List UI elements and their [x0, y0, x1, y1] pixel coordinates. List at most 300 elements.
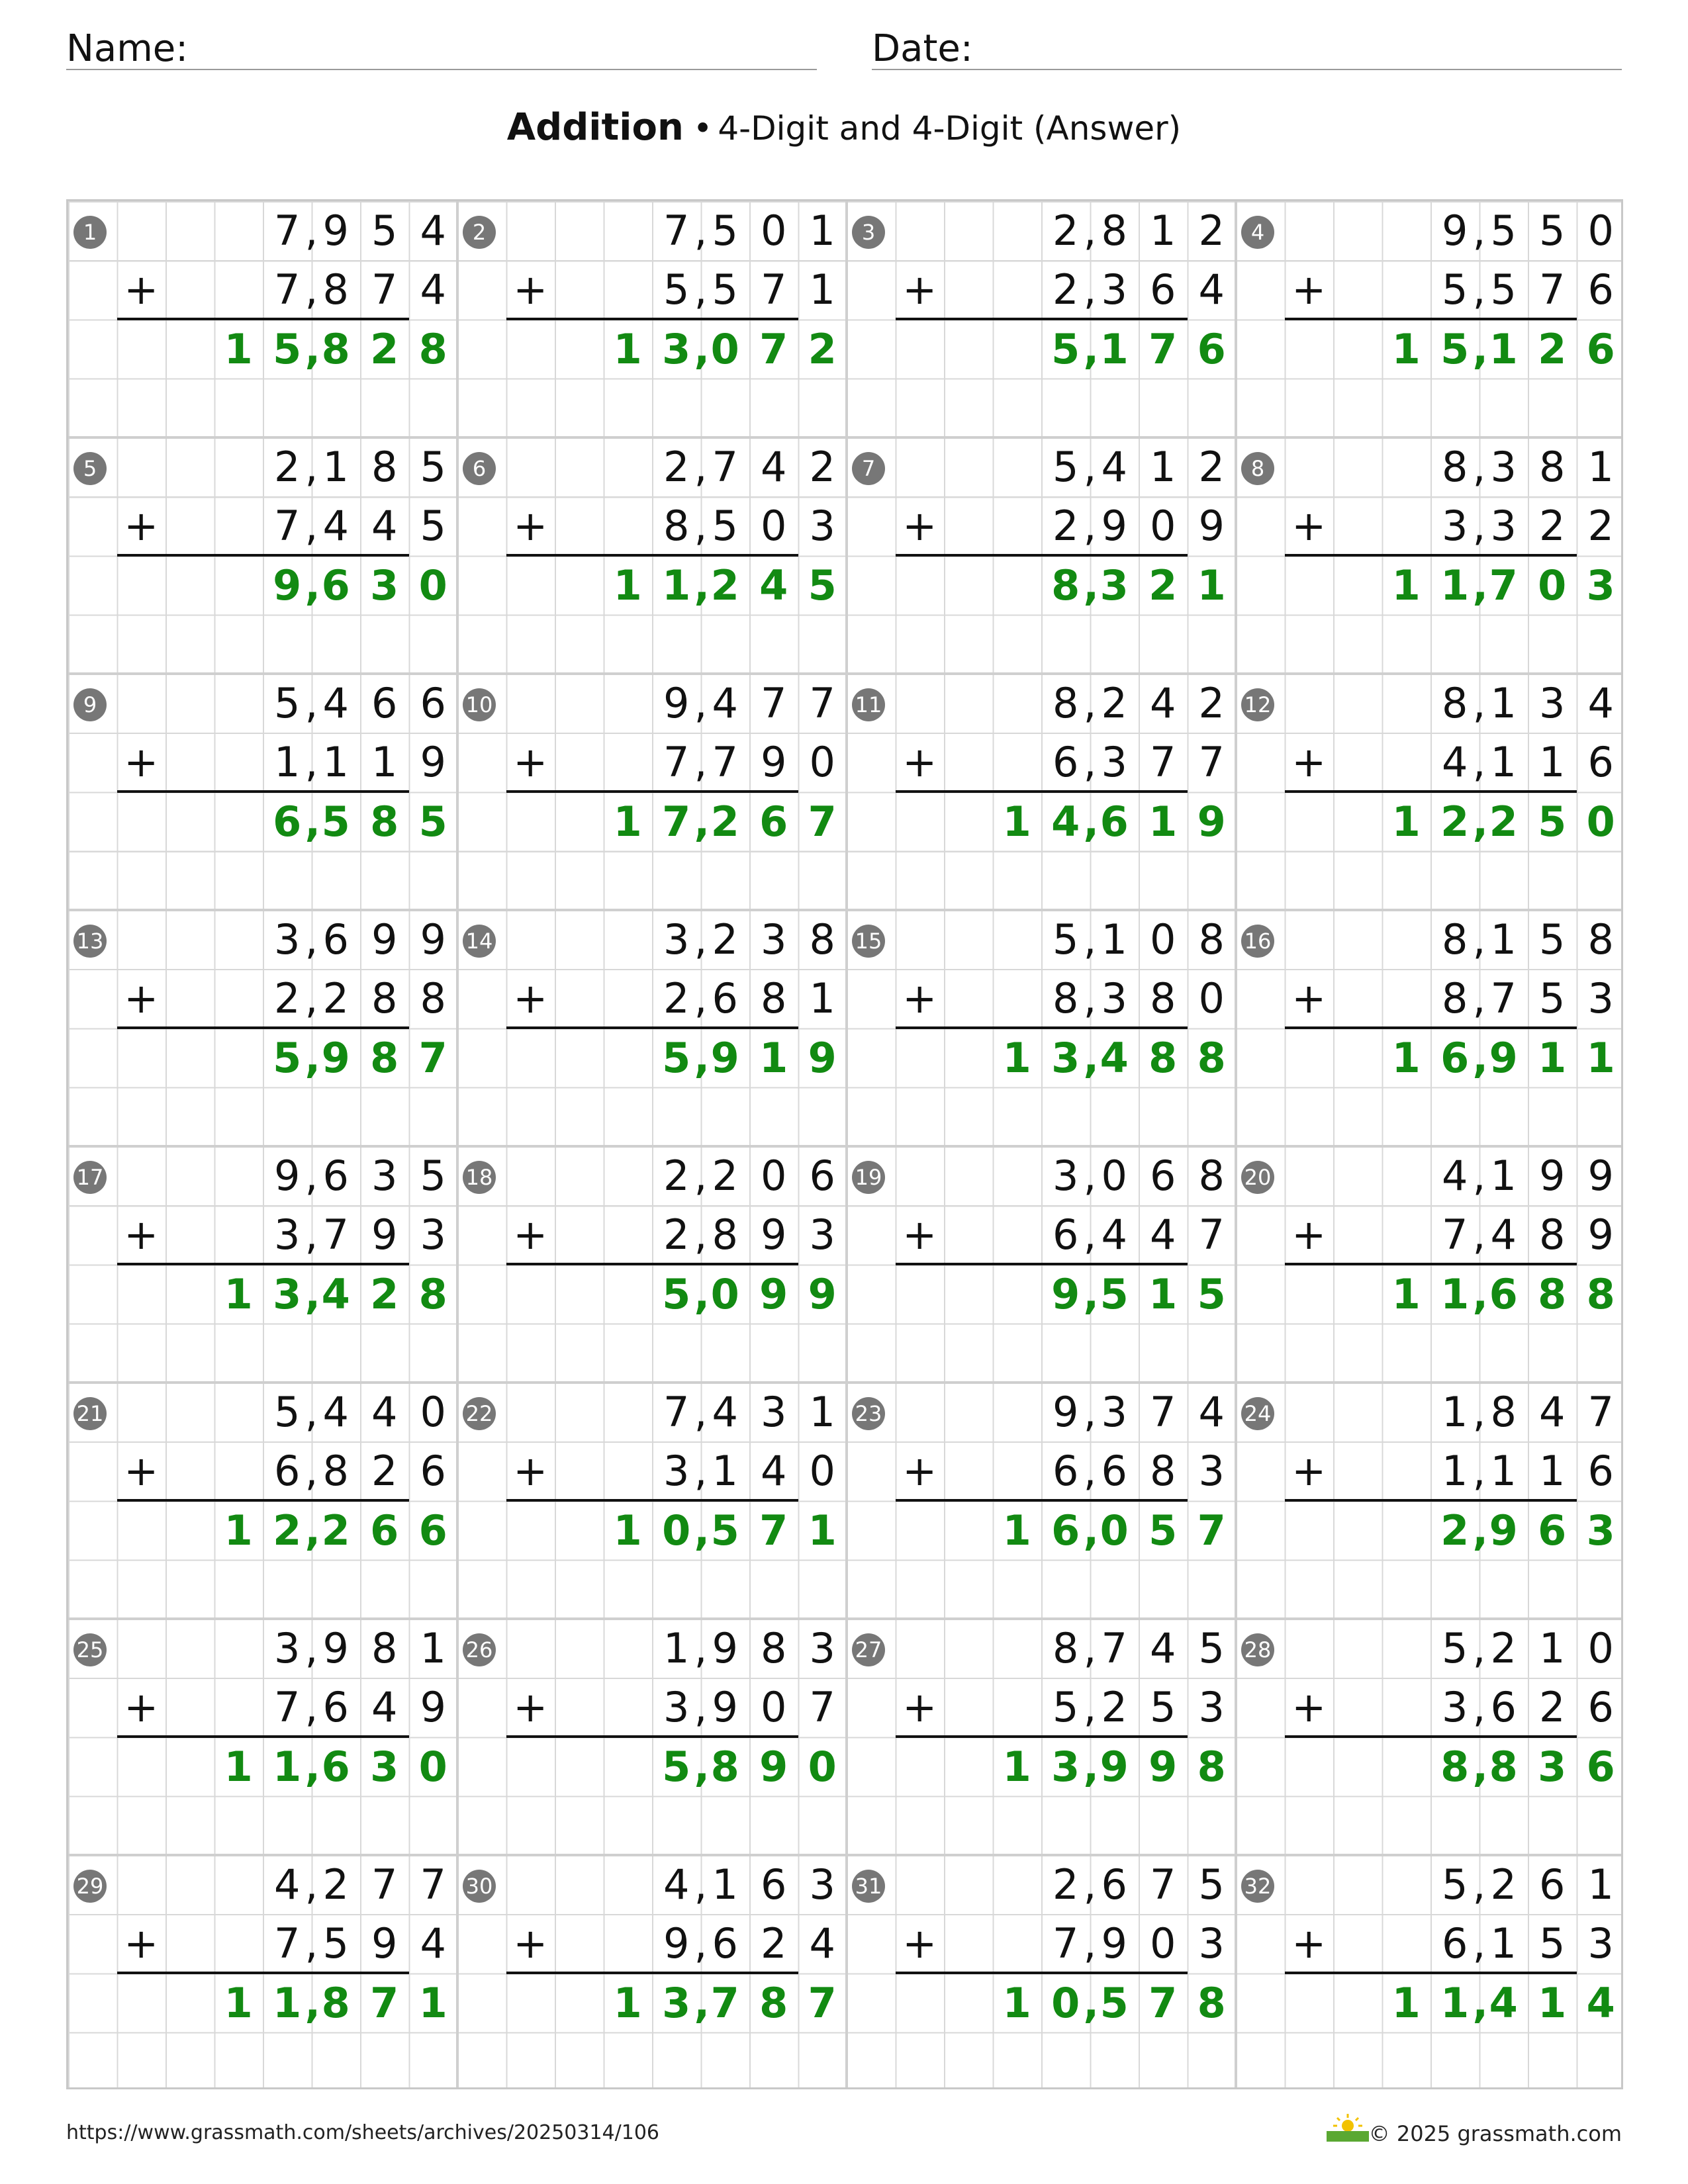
addition-problem	[457, 1383, 847, 1619]
title-main: Addition	[506, 106, 684, 149]
operand-digit: 6	[420, 679, 446, 727]
thousands-comma: ,	[305, 443, 318, 491]
operand-digit: 7	[1539, 265, 1566, 314]
operand-digit: 7	[663, 738, 690, 787]
operand-digit: 3	[663, 915, 690, 964]
thousands-comma: ,	[1083, 206, 1097, 255]
operand-digit: 8	[1198, 1152, 1225, 1200]
answer-digit: 8	[1197, 1033, 1226, 1082]
answer-digit: 7	[808, 797, 837, 846]
answer-digit: 2	[1440, 1506, 1470, 1555]
operand-digit: 7	[1490, 974, 1517, 1023]
title-bullet: •	[692, 109, 713, 148]
operand-digit: 5	[420, 1152, 446, 1200]
thousands-comma: ,	[694, 324, 710, 373]
problem-number-badge: 30	[463, 1870, 496, 1903]
thousands-comma: ,	[305, 679, 318, 727]
operand-digit: 0	[1150, 915, 1176, 964]
operand-digit: 8	[1053, 974, 1079, 1023]
thousands-comma: ,	[694, 1742, 710, 1791]
answer-digit: 0	[418, 561, 447, 610]
operand-digit: 2	[712, 915, 738, 964]
answer-digit: 0	[808, 1742, 837, 1791]
answer-digit: 8	[1051, 561, 1080, 610]
operand-digit: 7	[371, 1860, 398, 1909]
operand-digit: 4	[1490, 1210, 1517, 1259]
operand-digit: 7	[420, 1860, 446, 1909]
operand-digit: 2	[761, 1919, 787, 1968]
operand-digit: 8	[1539, 1210, 1566, 1259]
answer-digit: 1	[613, 324, 642, 373]
answer-digit: 9	[1489, 1033, 1518, 1082]
plus-sign: +	[1291, 1447, 1327, 1496]
plus-sign: +	[513, 502, 548, 551]
operand-digit: 4	[1539, 1388, 1566, 1436]
answer-digit: 3	[1538, 1742, 1567, 1791]
operand-digit: 2	[1198, 443, 1225, 491]
operand-digit: 1	[1490, 1152, 1517, 1200]
operand-digit: 3	[274, 915, 301, 964]
operand-digit: 5	[1198, 1624, 1225, 1672]
operand-digit: 2	[1587, 502, 1614, 551]
thousands-comma: ,	[1472, 1152, 1486, 1200]
answer-digit: 6	[1100, 797, 1129, 846]
operand-digit: 2	[1053, 265, 1079, 314]
answer-digit: 8	[759, 1978, 788, 2027]
operand-digit: 4	[371, 502, 398, 551]
thousands-comma: ,	[1083, 1269, 1100, 1318]
answer-digit: 2	[370, 324, 399, 373]
thousands-comma: ,	[1472, 206, 1486, 255]
problem-number-badge: 15	[852, 925, 885, 958]
plus-sign: +	[902, 1919, 937, 1968]
operand-digit: 9	[712, 1624, 738, 1672]
addition-problem	[457, 201, 847, 437]
problem-number-badge: 20	[1241, 1161, 1274, 1194]
operand-digit: 2	[322, 974, 349, 1023]
operand-digit: 5	[1442, 1860, 1468, 1909]
answer-digit: 3	[662, 324, 691, 373]
operand-digit: 5	[712, 206, 738, 255]
answer-digit: 3	[1051, 1033, 1080, 1082]
operand-digit: 4	[1150, 1210, 1176, 1259]
operand-digit: 4	[322, 502, 349, 551]
thousands-comma: ,	[305, 1506, 321, 1555]
operand-digit: 7	[809, 679, 835, 727]
operand-digit: 1	[809, 974, 835, 1023]
answer-digit: 1	[662, 561, 691, 610]
operand-digit: 6	[1587, 1683, 1614, 1732]
thousands-comma: ,	[1472, 915, 1486, 964]
operand-digit: 6	[1587, 738, 1614, 787]
answer-digit: 5	[1051, 324, 1080, 373]
operand-digit: 7	[274, 265, 301, 314]
operand-digit: 6	[761, 1860, 787, 1909]
addition-problem	[68, 1383, 457, 1619]
problem-number-badge: 32	[1241, 1870, 1274, 1903]
thousands-comma: ,	[694, 206, 708, 255]
answer-digit: 1	[418, 1978, 447, 2027]
answer-digit: 8	[321, 324, 350, 373]
operand-digit: 9	[322, 1624, 349, 1672]
thousands-comma: ,	[305, 206, 318, 255]
problem-number-badge: 18	[463, 1161, 496, 1194]
operand-digit: 1	[1539, 1624, 1566, 1672]
thousands-comma: ,	[1083, 1624, 1097, 1672]
operand-digit: 6	[1442, 1919, 1468, 1968]
addition-problem	[68, 1146, 457, 1383]
addition-problem	[457, 910, 847, 1146]
operand-digit: 7	[274, 502, 301, 551]
answer-digit: 1	[224, 1269, 253, 1318]
thousands-comma: ,	[1083, 1152, 1097, 1200]
operand-digit: 9	[322, 206, 349, 255]
answer-digit: 1	[1002, 1742, 1031, 1791]
answer-digit: 1	[1440, 1269, 1470, 1318]
operand-digit: 9	[663, 679, 690, 727]
thousands-comma: ,	[694, 443, 708, 491]
operand-digit: 3	[274, 1624, 301, 1672]
problem-number-badge: 12	[1241, 688, 1274, 721]
operand-digit: 8	[371, 1624, 398, 1672]
operand-digit: 4	[761, 1447, 787, 1496]
operand-digit: 8	[371, 443, 398, 491]
thousands-comma: ,	[1472, 1860, 1486, 1909]
thousands-comma: ,	[1472, 265, 1486, 314]
answer-digit: 4	[1100, 1033, 1129, 1082]
operand-digit: 1	[712, 1860, 738, 1909]
operand-digit: 6	[420, 1447, 446, 1496]
answer-digit: 0	[1586, 797, 1615, 846]
operand-digit: 1	[809, 1388, 835, 1436]
answer-digit: 2	[273, 1506, 302, 1555]
operand-digit: 6	[371, 679, 398, 727]
thousands-comma: ,	[1083, 502, 1097, 551]
thousands-comma: ,	[1472, 1919, 1486, 1968]
plus-sign: +	[902, 265, 937, 314]
plus-sign: +	[1291, 1210, 1327, 1259]
operand-digit: 8	[371, 974, 398, 1023]
addition-problem	[457, 1855, 847, 2091]
operand-digit: 6	[1101, 1860, 1127, 1909]
answer-digit: 1	[1391, 324, 1421, 373]
thousands-comma: ,	[1472, 1683, 1486, 1732]
operand-digit: 0	[809, 738, 835, 787]
thousands-comma: ,	[305, 561, 321, 610]
operand-digit: 8	[420, 974, 446, 1023]
operand-digit: 1	[1150, 443, 1176, 491]
operand-digit: 3	[761, 915, 787, 964]
operand-digit: 8	[1053, 679, 1079, 727]
date-field[interactable]	[872, 23, 1622, 70]
operand-digit: 5	[274, 679, 301, 727]
answer-digit: 5	[1100, 1269, 1129, 1318]
thousands-comma: ,	[305, 1210, 318, 1259]
thousands-comma: ,	[694, 1860, 708, 1909]
operand-digit: 1	[1539, 738, 1566, 787]
answer-digit: 5	[321, 797, 350, 846]
answer-digit: 1	[613, 561, 642, 610]
operand-digit: 9	[274, 1152, 301, 1200]
operand-digit: 6	[322, 1152, 349, 1200]
operand-digit: 1	[1150, 206, 1176, 255]
thousands-comma: ,	[1083, 974, 1097, 1023]
answer-digit: 8	[1586, 1269, 1615, 1318]
operand-digit: 3	[809, 1210, 835, 1259]
thousands-comma: ,	[694, 1269, 710, 1318]
answer-digit: 2	[1440, 797, 1470, 846]
operand-digit: 9	[1442, 206, 1468, 255]
addition-problem	[1236, 437, 1625, 674]
operand-digit: 3	[1490, 443, 1517, 491]
operand-digit: 5	[1490, 206, 1517, 255]
operand-digit: 7	[1101, 1624, 1127, 1672]
operand-digit: 5	[322, 1919, 349, 1968]
thousands-comma: ,	[305, 1860, 318, 1909]
operand-digit: 6	[1150, 1152, 1176, 1200]
operand-digit: 8	[322, 265, 349, 314]
thousands-comma: ,	[1472, 502, 1486, 551]
operand-digit: 1	[1490, 1919, 1517, 1968]
answer-digit: 1	[1440, 1978, 1470, 2027]
answer-digit: 6	[1197, 324, 1226, 373]
operand-digit: 1	[371, 738, 398, 787]
operand-digit: 3	[1101, 265, 1127, 314]
operand-digit: 8	[809, 915, 835, 964]
problem-number-badge: 19	[852, 1161, 885, 1194]
operand-digit: 4	[1150, 1624, 1176, 1672]
operand-digit: 4	[1150, 679, 1176, 727]
operand-digit: 2	[322, 1860, 349, 1909]
operand-digit: 8	[1490, 1388, 1517, 1436]
addition-problem	[457, 437, 847, 674]
operand-digit: 5	[663, 265, 690, 314]
operand-digit: 9	[761, 738, 787, 787]
answer-digit: 6	[370, 1506, 399, 1555]
operand-digit: 9	[1539, 1152, 1566, 1200]
operand-digit: 9	[1101, 502, 1127, 551]
addition-problem	[847, 1383, 1236, 1619]
addition-problem	[1236, 1146, 1625, 1383]
plus-sign: +	[124, 265, 159, 314]
title-subtitle: 4-Digit and 4-Digit (Answer)	[718, 109, 1182, 148]
problem-number-badge: 21	[73, 1397, 107, 1430]
answer-digit: 5	[273, 324, 302, 373]
plus-sign: +	[513, 265, 548, 314]
operand-digit: 3	[1053, 1152, 1079, 1200]
operand-digit: 8	[1539, 443, 1566, 491]
thousands-comma: ,	[305, 1269, 321, 1318]
operand-digit: 8	[1150, 1447, 1176, 1496]
addition-problem	[68, 201, 457, 437]
operand-digit: 3	[1101, 974, 1127, 1023]
thousands-comma: ,	[305, 1447, 318, 1496]
operand-digit: 1	[663, 1624, 690, 1672]
operand-digit: 3	[1198, 1683, 1225, 1732]
answer-digit: 1	[273, 1978, 302, 2027]
operand-digit: 7	[663, 1388, 690, 1436]
answer-digit: 4	[1051, 797, 1080, 846]
answer-digit: 5	[1197, 1269, 1226, 1318]
operand-digit: 2	[371, 1447, 398, 1496]
thousands-comma: ,	[1472, 1506, 1489, 1555]
answer-digit: 1	[224, 324, 253, 373]
operand-digit: 2	[1053, 502, 1079, 551]
operand-digit: 1	[1442, 1388, 1468, 1436]
operand-digit: 0	[1587, 206, 1614, 255]
operand-digit: 8	[322, 1447, 349, 1496]
operand-digit: 9	[371, 915, 398, 964]
footer-url[interactable]: https://www.grassmath.com/sheets/archives/20250314/106	[66, 2121, 660, 2144]
answer-digit: 6	[1586, 1742, 1615, 1791]
name-field[interactable]	[66, 23, 817, 70]
operand-digit: 3	[1198, 1919, 1225, 1968]
operand-digit: 5	[1053, 1683, 1079, 1732]
name-label: Name:	[66, 27, 189, 70]
operand-digit: 5	[1150, 1683, 1176, 1732]
thousands-comma: ,	[1472, 738, 1486, 787]
thousands-comma: ,	[1472, 1210, 1486, 1259]
operand-digit: 2	[663, 443, 690, 491]
operand-digit: 3	[1587, 974, 1614, 1023]
operand-digit: 4	[712, 1388, 738, 1436]
problem-number-badge: 1	[73, 216, 107, 249]
answer-digit: 1	[1149, 797, 1178, 846]
problem-number-badge: 22	[463, 1397, 496, 1430]
problem-number-badge: 25	[73, 1633, 107, 1666]
operand-digit: 3	[1490, 502, 1517, 551]
operand-digit: 5	[1053, 915, 1079, 964]
answer-digit: 1	[1538, 1033, 1567, 1082]
thousands-comma: ,	[1083, 1919, 1097, 1968]
thousands-comma: ,	[1083, 1683, 1097, 1732]
answer-digit: 1	[1538, 1978, 1567, 2027]
problem-number-badge: 6	[463, 452, 496, 485]
operand-digit: 5	[274, 1388, 301, 1436]
operand-digit: 5	[371, 206, 398, 255]
problem-number-badge: 24	[1241, 1397, 1274, 1430]
operand-digit: 4	[712, 679, 738, 727]
operand-digit: 5	[1539, 206, 1566, 255]
answer-digit: 1	[224, 1742, 253, 1791]
answer-digit: 1	[1100, 324, 1129, 373]
operand-digit: 4	[1198, 1388, 1225, 1436]
operand-digit: 6	[322, 1683, 349, 1732]
operand-digit: 5	[420, 502, 446, 551]
operand-digit: 3	[1442, 1683, 1468, 1732]
operand-digit: 2	[1539, 502, 1566, 551]
operand-digit: 1	[1490, 679, 1517, 727]
answer-digit: 1	[1586, 1033, 1615, 1082]
thousands-comma: ,	[694, 1978, 710, 2027]
thousands-comma: ,	[305, 324, 321, 373]
operand-digit: 1	[1101, 915, 1127, 964]
thousands-comma: ,	[305, 915, 318, 964]
answer-digit: 5	[710, 1506, 739, 1555]
operand-digit: 8	[761, 974, 787, 1023]
answer-digit: 4	[1586, 1978, 1615, 2027]
plus-sign: +	[1291, 1919, 1327, 1968]
operand-digit: 1	[1490, 738, 1517, 787]
operand-digit: 3	[809, 502, 835, 551]
answer-digit: 6	[1051, 1506, 1080, 1555]
thousands-comma: ,	[1472, 443, 1486, 491]
addition-problem	[847, 1855, 1236, 2091]
operand-digit: 7	[712, 443, 738, 491]
addition-problem	[1236, 910, 1625, 1146]
operand-digit: 4	[420, 206, 446, 255]
answer-digit: 1	[1391, 561, 1421, 610]
thousands-comma: ,	[1083, 797, 1100, 846]
operand-digit: 5	[1442, 265, 1468, 314]
operand-digit: 8	[1053, 1624, 1079, 1672]
operand-digit: 7	[1587, 1388, 1614, 1436]
answer-digit: 8	[321, 1978, 350, 2027]
answer-digit: 1	[1391, 797, 1421, 846]
answer-digit: 3	[370, 1742, 399, 1791]
plus-sign: +	[124, 1447, 159, 1496]
answer-digit: 3	[1586, 1506, 1615, 1555]
answer-digit: 6	[1489, 1269, 1518, 1318]
answer-digit: 7	[1149, 324, 1178, 373]
answer-digit: 2	[710, 561, 739, 610]
operand-digit: 4	[1587, 679, 1614, 727]
operand-digit: 2	[663, 1210, 690, 1259]
operand-digit: 6	[712, 1919, 738, 1968]
operand-digit: 3	[420, 1210, 446, 1259]
thousands-comma: ,	[1472, 1742, 1489, 1791]
operand-digit: 1	[809, 265, 835, 314]
operand-digit: 2	[1053, 1860, 1079, 1909]
operand-digit: 9	[1587, 1152, 1614, 1200]
thousands-comma: ,	[1083, 738, 1097, 787]
answer-digit: 8	[710, 1742, 739, 1791]
thousands-comma: ,	[694, 797, 710, 846]
operand-digit: 4	[371, 1683, 398, 1732]
operand-digit: 1	[322, 738, 349, 787]
operand-digit: 0	[420, 1388, 446, 1436]
problem-number-badge: 11	[852, 688, 885, 721]
answer-digit: 3	[1586, 561, 1615, 610]
thousands-comma: ,	[1472, 679, 1486, 727]
problem-number-badge: 27	[852, 1633, 885, 1666]
operand-digit: 2	[809, 443, 835, 491]
operand-digit: 4	[420, 265, 446, 314]
addition-problem	[1236, 201, 1625, 437]
thousands-comma: ,	[305, 502, 318, 551]
answer-digit: 0	[710, 324, 739, 373]
answer-digit: 1	[1149, 1269, 1178, 1318]
answer-digit: 3	[1100, 561, 1129, 610]
answer-digit: 9	[710, 1033, 739, 1082]
thousands-comma: ,	[305, 797, 321, 846]
operand-digit: 6	[1150, 265, 1176, 314]
operand-digit: 0	[1150, 502, 1176, 551]
thousands-comma: ,	[694, 1683, 708, 1732]
operand-digit: 0	[1587, 1624, 1614, 1672]
addition-problem	[457, 674, 847, 910]
thousands-comma: ,	[1472, 1388, 1486, 1436]
operand-digit: 1	[1587, 443, 1614, 491]
answer-digit: 2	[808, 324, 837, 373]
answer-digit: 8	[370, 1033, 399, 1082]
answer-digit: 6	[418, 1506, 447, 1555]
answer-digit: 8	[370, 797, 399, 846]
thousands-comma: ,	[1083, 443, 1097, 491]
plus-sign: +	[124, 974, 159, 1023]
operand-digit: 4	[420, 1919, 446, 1968]
thousands-comma: ,	[1472, 1447, 1486, 1496]
